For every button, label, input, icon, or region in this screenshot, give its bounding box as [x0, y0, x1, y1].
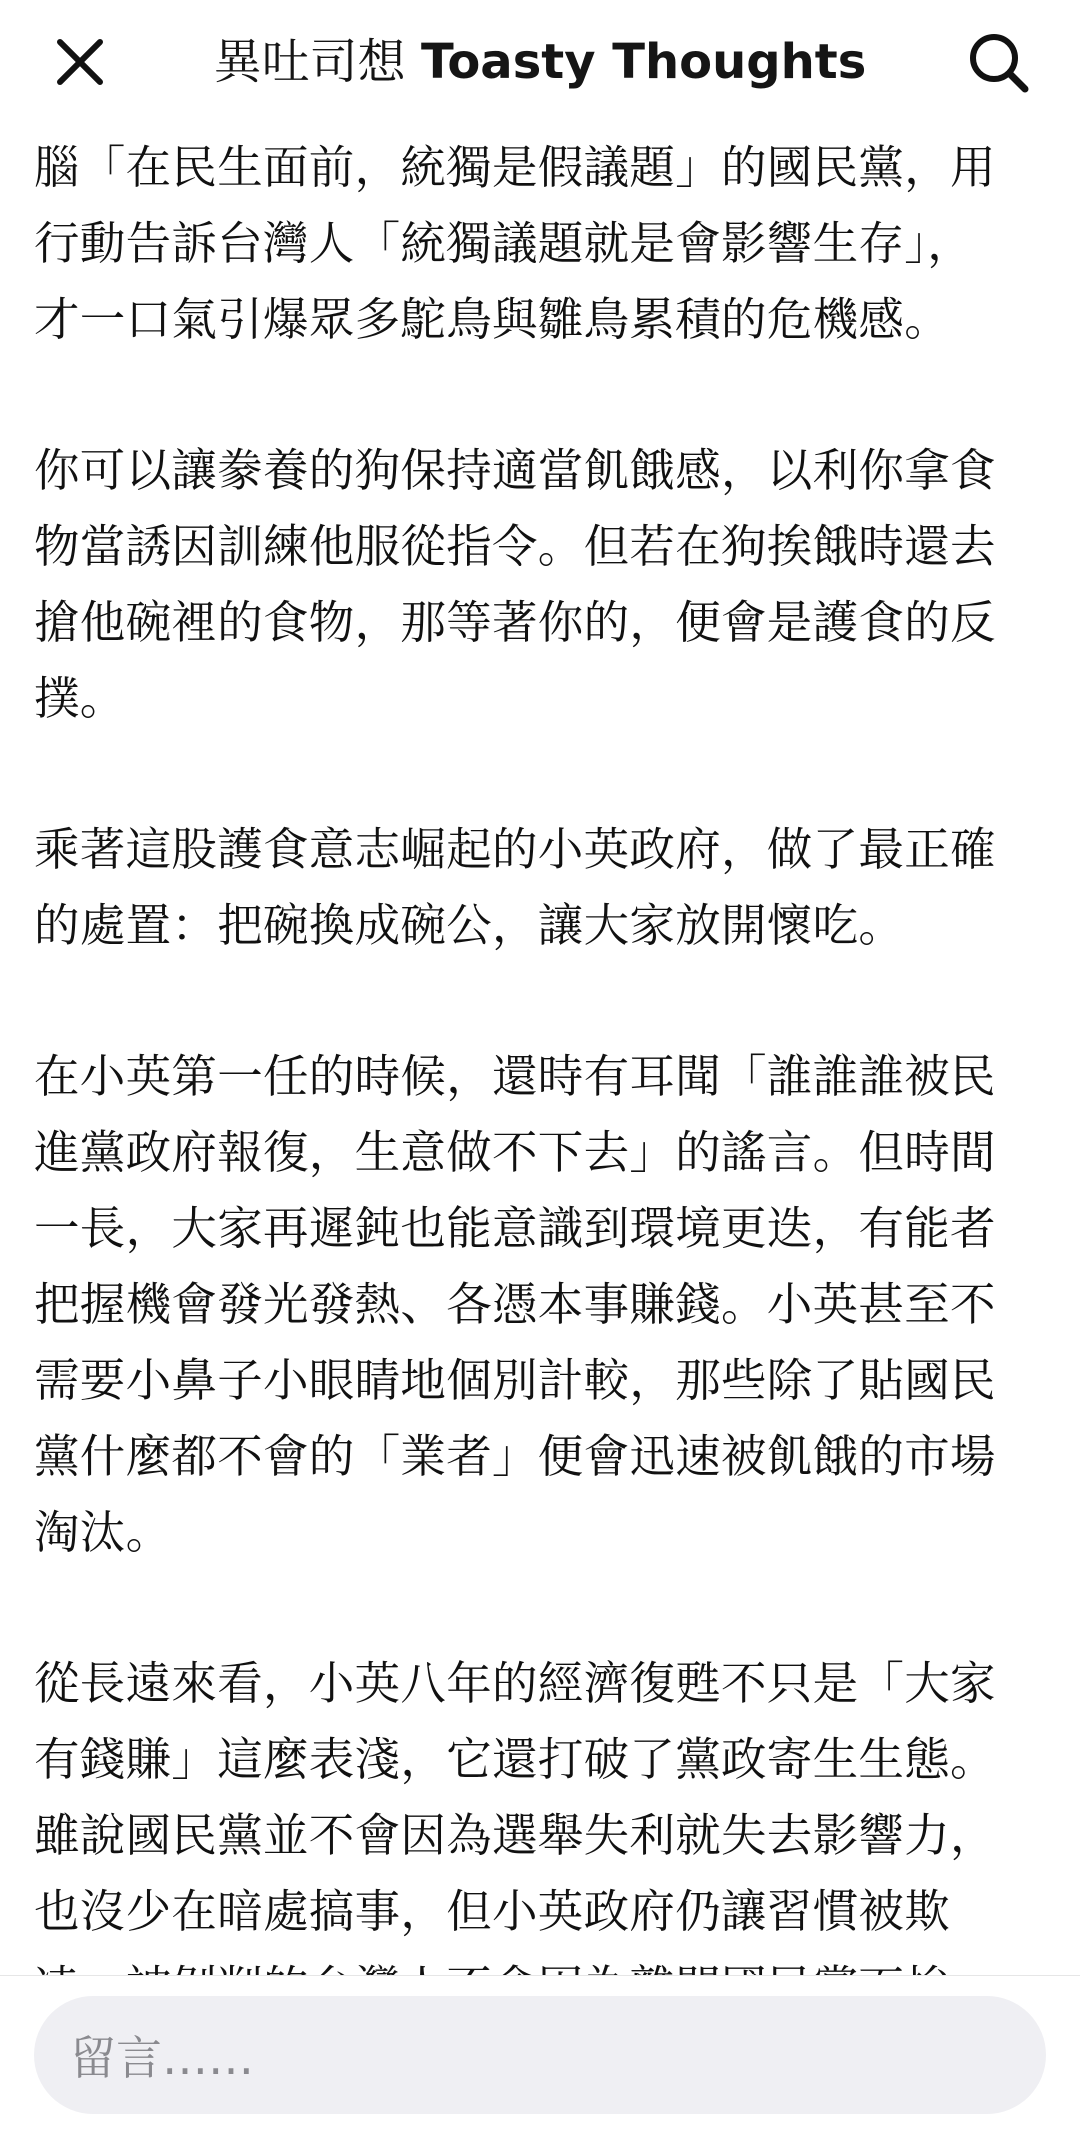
- paragraph-line: 從長遠來看，小英八年的經濟復甦不只是「大家: [34, 1657, 996, 1710]
- paragraph-line: 淘汰。: [34, 1506, 172, 1559]
- search-icon: [966, 30, 1030, 94]
- paragraph-line: 腦「在民生面前，統獨是假議題」的國民黨，用: [34, 141, 996, 194]
- page-title-en: Toasty Thoughts: [420, 34, 867, 90]
- close-icon: [54, 36, 106, 88]
- article-paragraph: [34, 812, 1049, 964]
- comment-input[interactable]: [34, 1996, 1046, 2114]
- article-paragraph: [34, 1039, 1049, 1571]
- paragraph-line: 把握機會發光發熱、各憑本事賺錢。小英甚至不: [34, 1278, 996, 1331]
- paragraph-line: 乘著這股護食意志崛起的小英政府，做了最正確: [34, 823, 996, 876]
- paragraph-line: 也沒少在暗處搞事，但小英政府仍讓習慣被欺: [34, 1885, 951, 1938]
- paragraph-line: 有錢賺」這麼表淺，它還打破了黨政寄生生態。: [34, 1733, 996, 1786]
- close-button[interactable]: [42, 24, 118, 100]
- paragraph-line: 行動告訴台灣人「統獨議題就是會影響生存」，: [34, 217, 974, 270]
- paragraph-line: 才一口氣引爆眾多鴕鳥與雛鳥累積的危機感。: [34, 293, 951, 346]
- page-title: [150, 30, 930, 94]
- top-bar: [0, 0, 1080, 128]
- search-button[interactable]: [960, 24, 1036, 100]
- paragraph-line: 一長，大家再遲鈍也能意識到環境更迭，有能者: [34, 1202, 996, 1255]
- article-body: [0, 130, 1080, 1975]
- paragraph-line: 物當誘因訓練他服從指令。但若在狗挨餓時還去: [34, 520, 996, 573]
- article-paragraph: [34, 1646, 1049, 2026]
- article-paragraph: [34, 433, 1049, 737]
- paragraph-line: 搶他碗裡的食物，那等著你的，便會是護食的反: [34, 596, 996, 649]
- paragraph-line: 在小英第一任的時候，還時有耳聞「誰誰誰被民: [34, 1050, 996, 1103]
- page-title-zh: 異吐司想: [213, 34, 406, 90]
- paragraph-line: 的處置：把碗換成碗公，讓大家放開懷吃。: [34, 899, 905, 952]
- paragraph-line: 雖說國民黨並不會因為選舉失利就失去影響力，: [34, 1809, 996, 1862]
- paragraph-line: 進黨政府報復，生意做不下去」的謠言。但時間: [34, 1126, 996, 1179]
- paragraph-line: 撲。: [34, 672, 126, 725]
- comment-bar: [0, 1975, 1080, 2131]
- paragraph-line: 需要小鼻子小眼睛地個別計較，那些除了貼國民: [34, 1354, 996, 1407]
- paragraph-line: 你可以讓豢養的狗保持適當飢餓感，以利你拿食: [34, 444, 996, 497]
- paragraph-line: 黨什麼都不會的「業者」便會迅速被飢餓的市場: [34, 1430, 996, 1483]
- comment-placeholder: 留言……: [70, 2031, 254, 2085]
- article-paragraph: [34, 130, 1049, 358]
